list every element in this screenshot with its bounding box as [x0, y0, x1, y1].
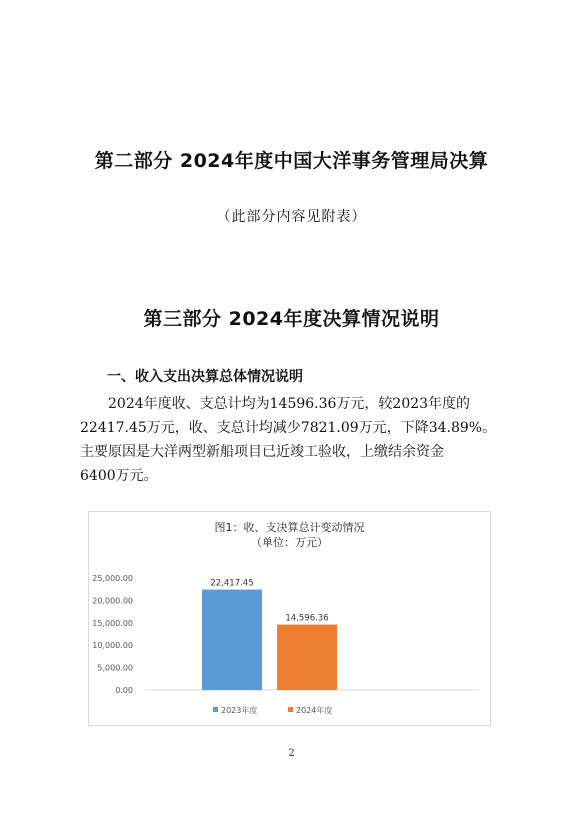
paragraph-line-2: 22417.45万元，收、支总计均减少7821.09万元，下降34.89%。	[80, 420, 497, 436]
section-paragraph	[80, 392, 504, 488]
y-tick-label: 20,000.00	[92, 596, 133, 606]
part2-title: 第二部分 2024年度中国大洋事务管理局决算	[94, 150, 489, 172]
chart-subtitle: （单位：万元）	[251, 536, 328, 549]
bar-2	[277, 625, 337, 690]
y-tick-label: 25,000.00	[92, 574, 133, 583]
y-tick-label: 0.00	[115, 686, 133, 695]
paragraph-line-1: 2024年度收、支总计均为14596.36万元，较2023年度的	[108, 396, 471, 412]
legend-label-1: 2023年度	[221, 706, 258, 715]
legend-swatch-2	[288, 707, 293, 712]
data-label-1: 22,417.45	[210, 578, 254, 589]
page-number: 2	[288, 748, 295, 759]
bar-1	[202, 590, 262, 690]
chart-title: 图1：收、支决算总计变动情况	[214, 521, 365, 534]
y-tick-label: 5,000.00	[97, 663, 133, 673]
part3-title: 第三部分 2024年度决算情况说明	[143, 308, 440, 330]
y-tick-label: 10,000.00	[92, 641, 133, 651]
data-label-2: 14,596.36	[285, 613, 329, 624]
bar-chart	[89, 512, 490, 725]
section-heading: 一、收入支出决算总体情况说明	[107, 369, 303, 385]
paragraph-line-4: 6400万元。	[80, 468, 158, 484]
legend-swatch-1	[213, 707, 218, 712]
y-tick-label: 15,000.00	[92, 618, 133, 628]
part2-note: （此部分内容见附表）	[216, 209, 367, 225]
chart-container	[88, 511, 491, 726]
paragraph-line-3: 主要原因是大洋两型新船项目已近竣工验收，上缴结余资金	[80, 444, 444, 460]
legend-label-2: 2024年度	[296, 706, 333, 715]
